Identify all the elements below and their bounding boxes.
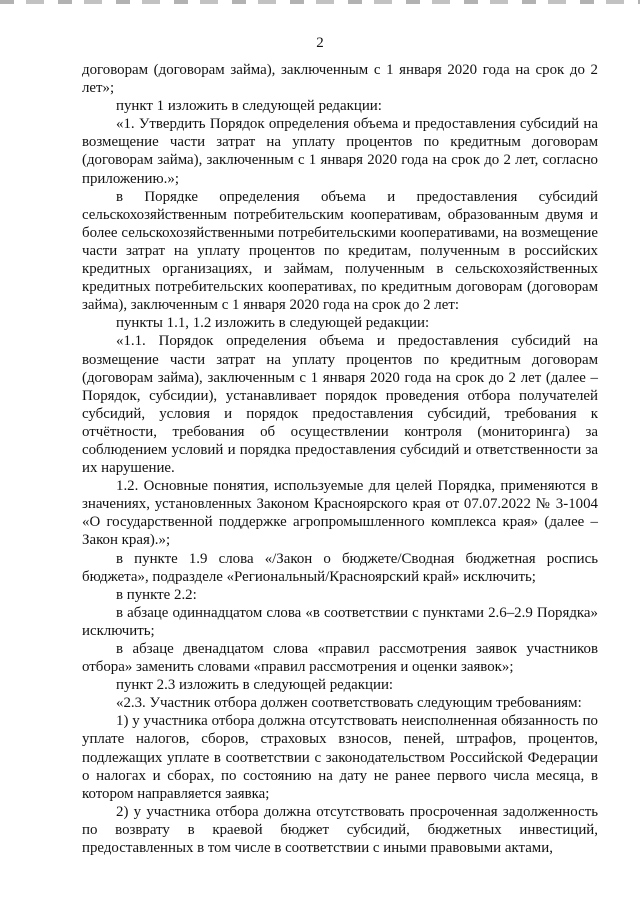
paragraph-3: «1. Утвердить Порядок определения объема и предоставления субсидий на возмещение части затрат на уплату процентов по кредитным договорам (договорам займа), заключенным с 1 января 2020 года на срок до 2 лет, согласно приложению.»; [82, 116, 598, 187]
paragraph-11: в абзаце двенадцатом слова «правил рассмотрения заявок участников отбора» заменить словами «правил рассмотрения и оценки заявок»; [82, 641, 598, 676]
paragraph-14: 1) у участника отбора должна отсутствовать неисполненная обязанность по уплате налогов, сборов, страховых взносов, пеней, штрафов, процентов, подлежащих уплате в соответствии с законодательством Российской Федерации о налогах и сборах, по состоянию на дату не ранее первого числа месяца, в котором направляется заявка; [82, 713, 598, 802]
paragraph-7: 1.2. Основные понятия, используемые для целей Порядка, применяются в значениях, установленных Законом Красноярского края от 07.07.2022 № 3-1004 «О государственной поддержке агропромышленного комплекса края» (далее – Закон края).»; [82, 478, 598, 549]
paragraph-9: в пункте 2.2: [116, 586, 197, 603]
paragraph-12: пункт 2.3 изложить в следующей редакции: [116, 677, 394, 694]
paragraph-1: договорам (договорам займа), заключенным с 1 января 2020 года на срок до 2 лет»; [82, 62, 598, 97]
page-number: 2 [316, 35, 324, 51]
document-body [82, 61, 598, 857]
scan-artifact-top [0, 0, 640, 4]
paragraph-4: в Порядке определения объема и предоставления субсидий сельскохозяйственным потребительским кооперативам, образованным двумя и более сельскохозяйственными потребительскими кооперативами, на возмещение части затрат на уплату процентов по кредитам, полученным в российских кредитных организациях, и займам, полученным в сельскохозяйственных кредитных потребительских кооперативах, по кредитным договорам (договорам займа), заключенным с 1 января 2020 года на срок до 2 лет: [82, 188, 598, 314]
paragraph-13: «2.3. Участник отбора должен соответствовать следующим требованиям: [116, 695, 582, 712]
paragraph-6: «1.1. Порядок определения объема и предоставления субсидий на возмещение части затрат на уплату процентов по кредитным договорам (договорам займа), заключенным с 1 января 2020 года на срок до 2 лет (далее – Порядок, субсидии), устанавливает порядок проведения отбора получателей субсидий, условия и порядок предоставления субсидий, требования к отчётности, требования об осуществлении контроля (мониторинга) за соблюдением условий и порядка предоставления субсидий и ответственности за их нарушение. [82, 333, 598, 477]
paragraph-15: 2) у участника отбора должна отсутствовать просроченная задолженность по возврату в краевой бюджет субсидий, бюджетных инвестиций, предоставленных в том числе в соответствии с иными правовыми актами, [82, 803, 598, 857]
paragraph-5: пункты 1.1, 1.2 изложить в следующей редакции: [116, 315, 430, 332]
paragraph-2: пункт 1 изложить в следующей редакции: [116, 98, 382, 115]
paragraph-8: в пункте 1.9 слова «/Закон о бюджете/Сводная бюджетная роспись бюджета», подразделе «Региональный/Красноярский край» исключить; [82, 550, 598, 585]
paragraph-10: в абзаце одиннадцатом слова «в соответствии с пунктами 2.6–2.9 Порядка» исключить; [82, 604, 598, 639]
